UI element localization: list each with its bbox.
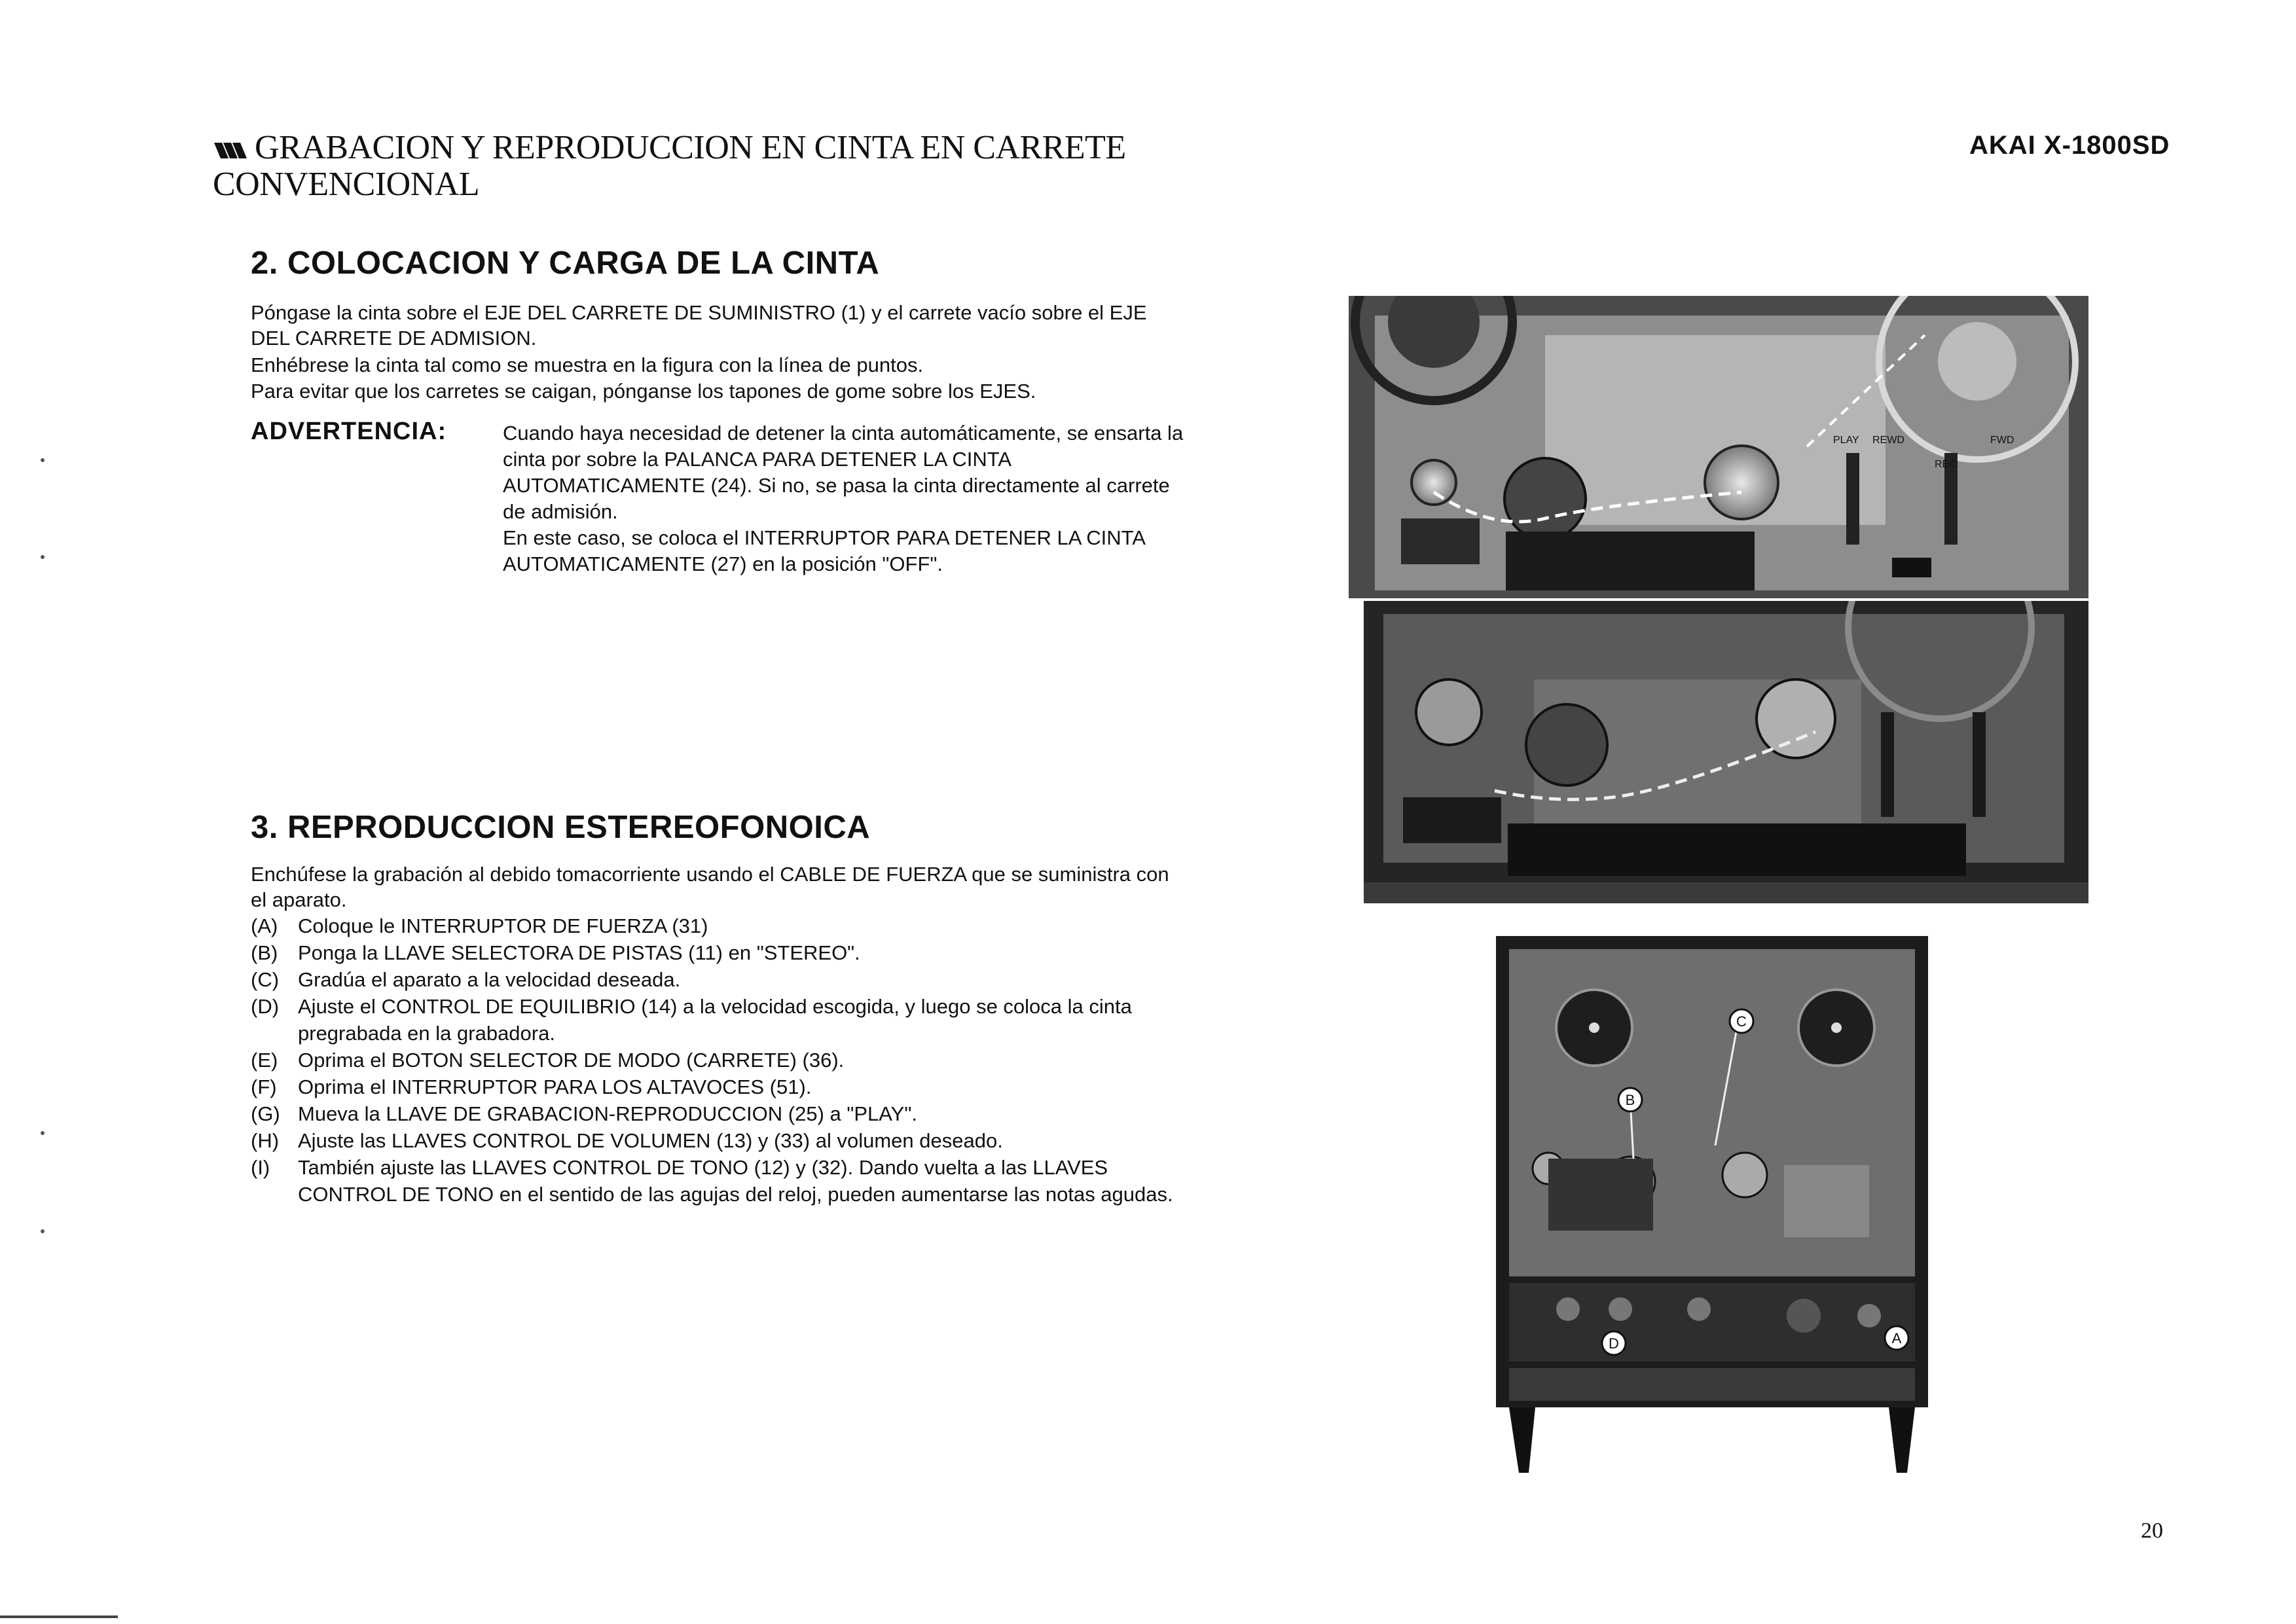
step-label: (G) [251, 1102, 280, 1125]
warning-text: Cuando haya necesidad de detener la cinta automáticamente, se ensarta la cinta por sobre la PALANCA PARA DETENER LA CINTA AUTOMATICAMENTE (24). Si no, se pasa la cinta directamente al carrete de admisión. [503, 422, 1184, 523]
label-rec: REC [1935, 459, 1957, 470]
section3-title: 3. REPRODUCCION ESTEREOFONOICA [251, 810, 871, 845]
list-item [251, 912, 1200, 939]
callout-a-label: A [1891, 1330, 1902, 1346]
scan-dot [41, 1131, 45, 1135]
step-text: Oprima el INTERRUPTOR PARA LOS ALTAVOCES (51). [298, 1075, 812, 1098]
step-text: Mueva la LLAVE DE GRABACION-REPRODUCCION (25) a "PLAY". [298, 1102, 917, 1125]
warning-body [503, 420, 1190, 577]
warning-text2: En este caso, se coloca el INTERRUPTOR PARA DETENER LA CINTA AUTOMATICAMENTE (27) en la posición "OFF". [503, 526, 1145, 575]
callout-c [1730, 1009, 1753, 1033]
photo-tape-deck-top [1349, 296, 2088, 598]
front-panel-illustration [1483, 929, 1941, 1479]
scan-dot [41, 458, 45, 462]
scan-dot [41, 1229, 45, 1233]
section3-intro: Enchúfese la grabación al debido tomacorriente usando el CABLE DE FUERZA que se suministra con el aparato. [251, 863, 1169, 911]
section2-paragraph1: Póngase la cinta sobre el EJE DEL CARRETE DE SUMINISTRO (1) y el carrete vacío sobre el EJE DEL CARRETE DE ADMISION. [251, 301, 1147, 350]
callout-d-label: D [1609, 1335, 1619, 1352]
step-label: (E) [251, 1049, 278, 1072]
step-label: (H) [251, 1129, 280, 1152]
main-title [213, 130, 1195, 203]
list-item [251, 993, 1200, 1047]
page-number: 20 [2141, 1519, 2163, 1543]
step-label: (B) [251, 941, 278, 964]
section2-paragraph3: Para evitar que los carretes se caigan, pónganse los tapones de gome sobre los EJES. [251, 380, 1036, 403]
photo-front-panel [1483, 929, 1941, 1479]
label-fwd: FWD [1990, 435, 2014, 446]
step-text: Ajuste las LLAVES CONTROL DE VOLUMEN (13) y (33) al volumen deseado. [298, 1129, 1003, 1152]
callout-d [1602, 1331, 1626, 1355]
label-play: PLAY [1833, 435, 1859, 446]
list-item [251, 1047, 1200, 1074]
scan-dot [41, 555, 45, 559]
list-item [251, 966, 1200, 993]
list-item [251, 1154, 1200, 1208]
list-item [251, 1127, 1200, 1154]
step-text: Oprima el BOTON SELECTOR DE MODO (CARRETE) (36). [298, 1049, 845, 1072]
callout-a [1885, 1326, 1908, 1350]
steps-list [251, 912, 1200, 1208]
tape-deck-illustration [1349, 296, 2088, 598]
scan-edge [0, 1615, 118, 1618]
step-label: (I) [251, 1156, 270, 1179]
step-label: (C) [251, 968, 280, 991]
step-text: Coloque le INTERRUPTOR DE FUERZA (31) [298, 914, 708, 937]
step-label: (F) [251, 1075, 277, 1098]
model-label: AKAI X-1800SD [1969, 131, 2170, 160]
section-mark-icon [213, 137, 251, 164]
step-label: (A) [251, 914, 278, 937]
callout-b-label: B [1625, 1092, 1635, 1108]
main-title-line1: GRABACION Y REPRODUCCION EN CINTA EN CARRETE [255, 129, 1126, 166]
list-item [251, 1074, 1200, 1100]
list-item [251, 1100, 1200, 1127]
callout-b [1618, 1088, 1642, 1111]
step-text: También ajuste las LLAVES CONTROL DE TONO (12) y (32). Dando vuelta a las LLAVES CONTROL DE TONO en el sentido de las agujas del reloj, pueden aumentarse las notas agudas. [298, 1156, 1173, 1206]
section2-title: 2. COLOCACION Y CARGA DE LA CINTA [251, 245, 880, 281]
warning-label: ADVERTENCIA: [251, 418, 447, 445]
step-text: Ajuste el CONTROL DE EQUILIBRIO (14) a la velocidad escogida, y luego se coloca la cinta pregrabada en la grabadora. [298, 995, 1132, 1045]
step-text: Gradúa el aparato a la velocidad deseada. [298, 968, 681, 991]
label-rewd: REWD [1872, 435, 1904, 446]
photo-tape-deck-front [1364, 601, 2088, 903]
list-item [251, 939, 1200, 966]
callout-c-label: C [1736, 1013, 1747, 1030]
tape-deck-illustration-2 [1364, 601, 2088, 903]
section2-paragraph2: Enhébrese la cinta tal como se muestra en la figura con la línea de puntos. [251, 353, 924, 376]
step-text: Ponga la LLAVE SELECTORA DE PISTAS (11) en "STEREO". [298, 941, 860, 964]
main-title-line2: CONVENCIONAL [213, 166, 480, 203]
step-label: (D) [251, 995, 280, 1018]
